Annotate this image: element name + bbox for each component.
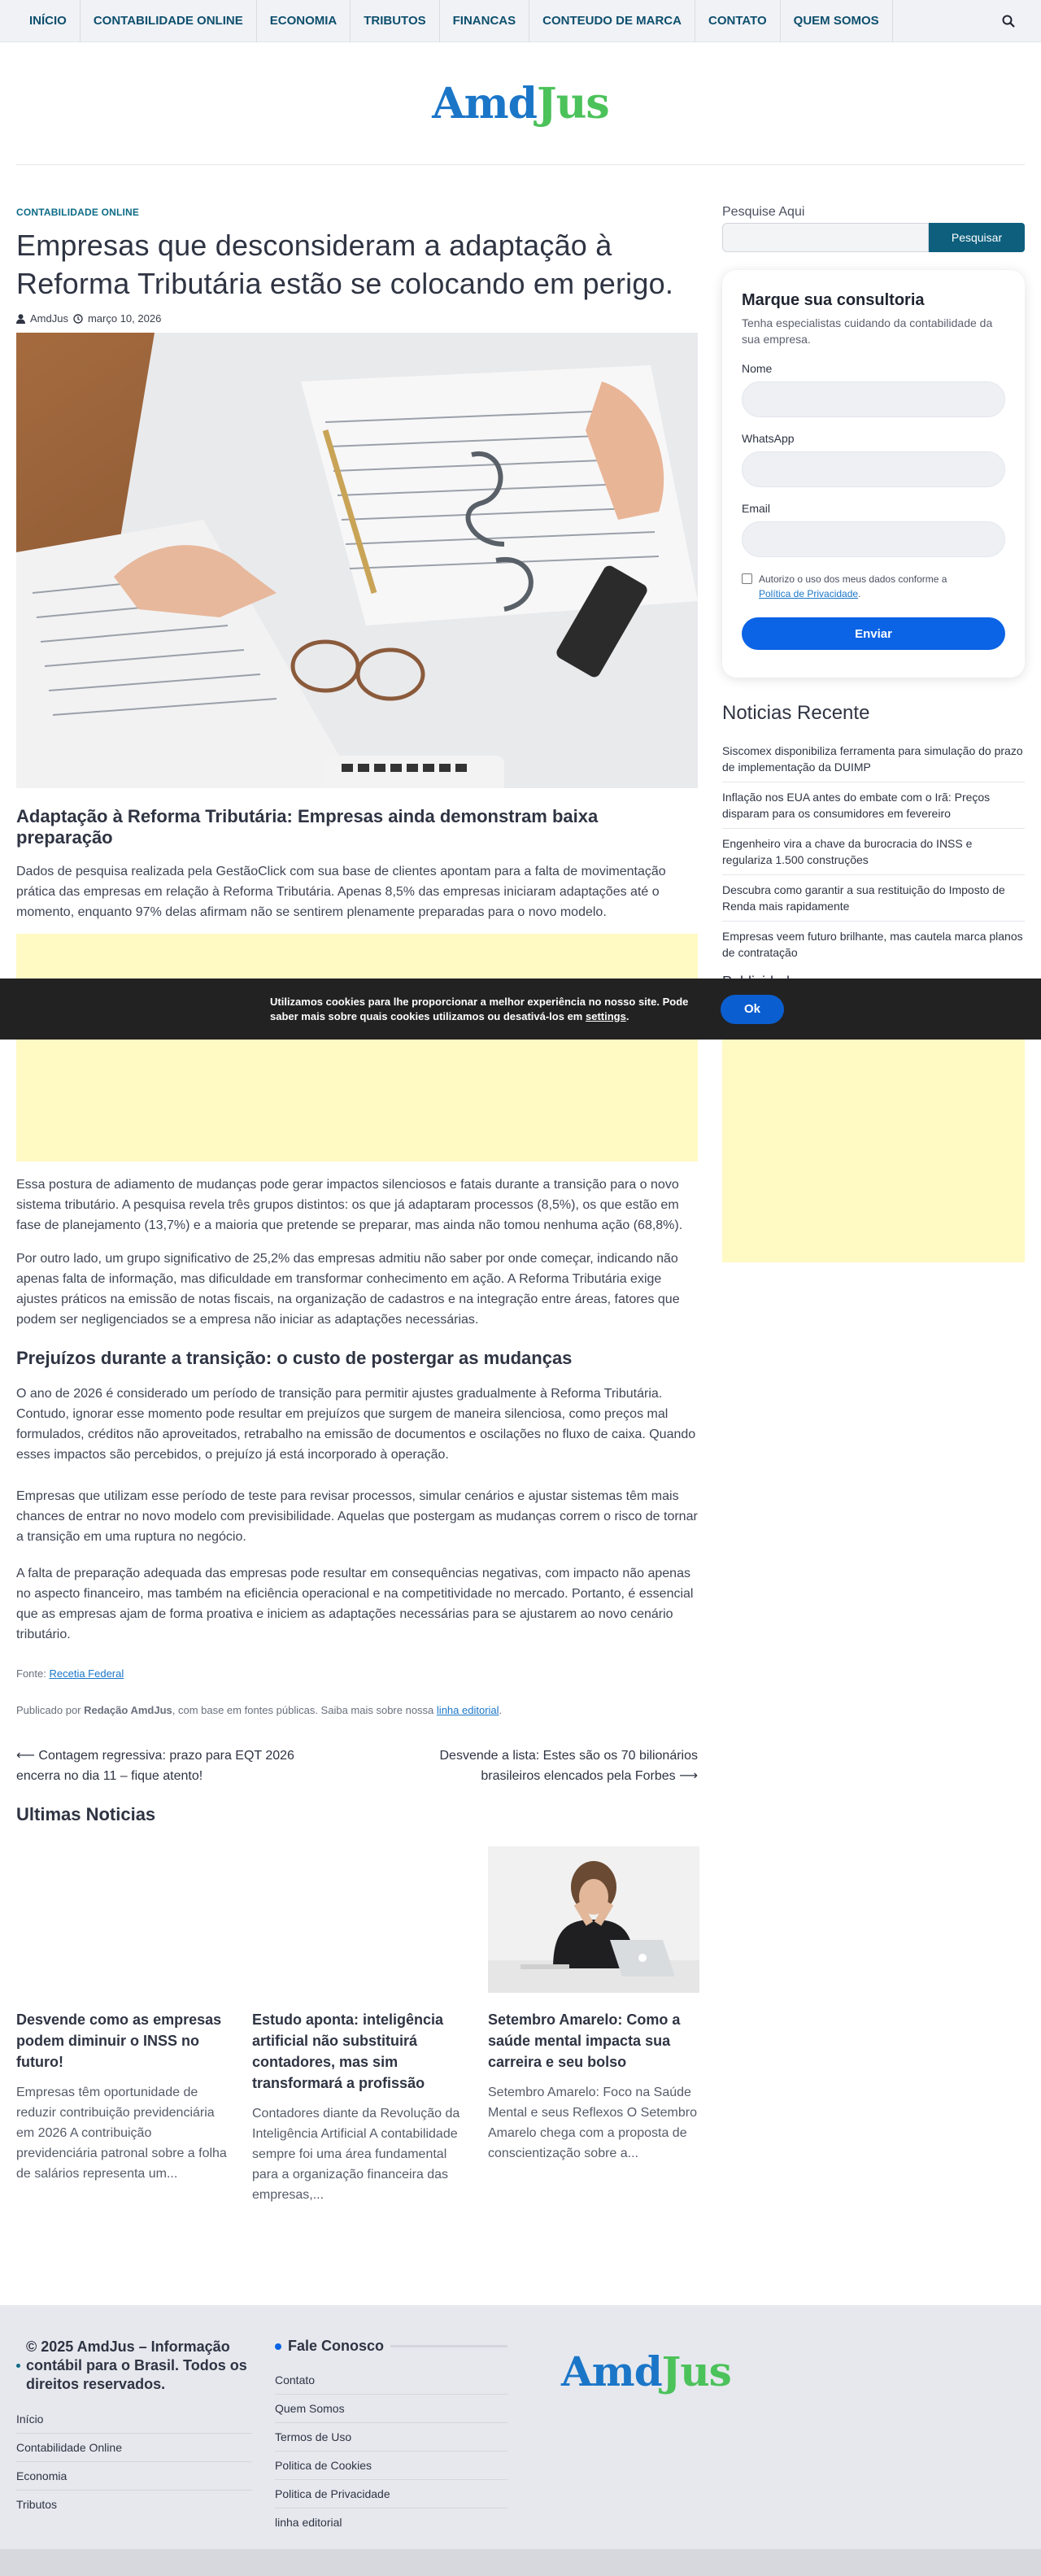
footer-link-contato[interactable]: Contato [275, 2366, 507, 2395]
footer-link-quem-somos[interactable]: Quem Somos [275, 2395, 507, 2423]
email-label: Email [742, 502, 771, 515]
ad-banner[interactable] [16, 934, 698, 1162]
site-footer [0, 2305, 1041, 2549]
article-category[interactable]: CONTABILIDADE ONLINE [16, 207, 140, 218]
consent-checkbox[interactable] [742, 573, 752, 584]
news-card-thumbnail[interactable] [488, 1846, 699, 1993]
footer-link-inicio[interactable]: Início [16, 2405, 252, 2434]
footer-link-contabilidade[interactable]: Contabilidade Online [16, 2434, 252, 2462]
whatsapp-label: WhatsApp [742, 432, 795, 445]
article-paragraph: O ano de 2026 é considerado um período de transição para permitir ajustes gradualmente à Reforma Tributária. Contudo, ignorar esse momento pode resultar em prejuízos que surgem de maneira silenciosa, como preços mal formulados, créditos não aproveitados, retrabalho na emissão de documentos e oscilações no fluxo de caixa. Quando esses impactos são percebidos, o prejuízo já está incorporado à operação. [16, 1387, 696, 1462]
woman-laptop-photo [488, 1846, 699, 1993]
news-card-title[interactable]: Desvende como as empresas podem diminuir o INSS no futuro! [16, 2012, 222, 2070]
footer-column-contact [275, 2338, 507, 2536]
consultation-form [722, 270, 1025, 678]
nav-item-conteudo-de-marca[interactable]: CONTEUDO DE MARCA [529, 0, 695, 42]
article [16, 205, 698, 2205]
nav-item-contabilidade-online[interactable]: CONTABILIDADE ONLINE [81, 0, 257, 42]
news-card[interactable] [16, 1846, 228, 2205]
footer-column-about [16, 2338, 252, 2518]
editorial-line-link[interactable]: linha editorial [436, 1704, 499, 1716]
news-card[interactable] [488, 1846, 699, 2205]
consent-row: Autorizo o uso dos meus dados conforme a Política de Privacidade. [742, 572, 1005, 601]
news-card-excerpt: Empresas têm oportunidade de reduzir contribuição previdenciária em 2026 A contribuição previdenciária patronal sobre a folha de salários representa um... [16, 2086, 227, 2181]
publication-note: Publicado por Redação AmdJus, com base em fontes públicas. Saiba mais sobre nossa linha editorial. [16, 1704, 503, 1716]
nav-item-economia[interactable]: ECONOMIA [257, 0, 351, 42]
cookie-ok-button[interactable]: Ok [721, 995, 784, 1024]
article-author[interactable]: AmdJus [30, 312, 68, 325]
cookie-banner [0, 979, 1041, 1040]
nav-item-inicio[interactable]: INÍCIO [16, 0, 81, 42]
publisher-name: Redação AmdJus [84, 1704, 172, 1716]
article-title: Empresas que desconsideram a adaptação à Reforma Tributária estão se colocando em perigo. [16, 229, 674, 300]
recent-news-item[interactable]: Inflação nos EUA antes do embate com o Irã: Preços disparam para os consumidores em fevereiro [722, 782, 1025, 829]
news-card-thumbnail[interactable] [252, 1846, 464, 1993]
nav-item-tributos[interactable]: TRIBUTOS [351, 0, 439, 42]
footer-contact-links [275, 2366, 507, 2536]
footer-bottom-bar [0, 2549, 1041, 2576]
sidebar [722, 205, 1025, 967]
footer-link-cookies[interactable]: Politica de Cookies [275, 2452, 507, 2480]
recent-news-item[interactable]: Siscomex disponibiliza ferramenta para simulação do prazo de implementação da DUIMP [722, 736, 1025, 782]
header-divider [16, 164, 1025, 165]
whatsapp-field[interactable] [742, 451, 1005, 487]
footer-contact-heading: Fale Conosco [275, 2338, 507, 2355]
footer-link-economia[interactable]: Economia [16, 2462, 252, 2491]
search-icon [1002, 15, 1015, 28]
form-subtitle: Tenha especialistas cuidando da contabilidade da sua empresa. [742, 316, 993, 346]
top-navigation [0, 0, 1041, 42]
news-card-thumbnail[interactable] [16, 1846, 228, 1993]
previous-post-link[interactable]: ⟵ Contagem regressiva: prazo para EQT 2026 encerra no dia 11 – fique atento! [16, 1749, 294, 1783]
latest-news-title: Ultimas Noticias [16, 1804, 156, 1824]
nav-item-quem-somos[interactable]: QUEM SOMOS [781, 0, 893, 42]
article-source: Fonte: Recetia Federal [16, 1667, 124, 1680]
news-card-title[interactable]: Setembro Amarelo: Como a saúde mental impacta sua carreira e seu bolso [488, 2012, 681, 2070]
site-header [0, 42, 1041, 164]
latest-news-grid [16, 1846, 698, 2205]
site-logo[interactable]: AmdJus [432, 78, 609, 129]
nav-item-contato[interactable]: CONTATO [695, 0, 781, 42]
search-label: Pesquise Aqui [722, 205, 805, 219]
article-paragraph: Por outro lado, um grupo significativo de 25,2% das empresas admitiu não saber por onde começar, indicando não apenas falta de informação, mas dificuldade em transformar conhecimento em ação. A Reforma Tributária exige ajustes práticos na emissão de notas fiscais, na organização de cadastros e na integração entre áreas, fatores que podem ser negligenciados se a empresa não iniciar as adaptações necessárias. [16, 1252, 680, 1327]
hero-illustration [16, 333, 698, 788]
cookie-text: Utilizamos cookies para lhe proporcionar a melhor experiência no nosso site. Pode saber mais sobre quais cookies utilizamos ou desativá-los em settings. [270, 995, 689, 1022]
name-field[interactable] [742, 381, 1005, 417]
footer-link-privacidade[interactable]: Politica de Privacidade [275, 2480, 507, 2508]
recent-news-list [722, 736, 1025, 967]
next-post-link[interactable]: Desvende a lista: Estes são os 70 bilionários brasileiros elencados pela Forbes ⟶ [439, 1749, 698, 1783]
section-heading-adaptacao: Adaptação à Reforma Tributária: Empresas ainda demonstram baixa preparação [16, 806, 599, 848]
article-paragraph: A falta de preparação adequada das empresas pode resultar em consequências negativas, com impacto não apenas no aspecto financeiro, mas também na eficiência operacional e na competitividade no mercado. Portanto, é essencial que as empresas ajam de forma proativa e iniciem as adaptações necessárias para se ajustarem ao novo cenário tributário. [16, 1567, 694, 1641]
privacy-policy-link[interactable]: Política de Privacidade [759, 588, 859, 599]
article-date: março 10, 2026 [87, 312, 162, 325]
sidebar-search-input[interactable] [722, 223, 929, 252]
footer-link-termos[interactable]: Termos de Uso [275, 2423, 507, 2452]
cookie-settings-link[interactable]: settings [586, 1009, 626, 1022]
article-meta [16, 312, 698, 325]
section-heading-prejuizos: Prejuízos durante a transição: o custo de postergar as mudanças [16, 1348, 573, 1368]
recent-news-title: Noticias Recente [722, 702, 870, 724]
post-navigation [16, 1746, 698, 1786]
email-field[interactable] [742, 521, 1005, 557]
footer-link-tributos[interactable]: Tributos [16, 2498, 58, 2511]
recent-news-item[interactable]: Engenheiro vira a chave da burocracia do INSS e regulariza 1.500 construções [722, 829, 1025, 875]
news-card-excerpt: Setembro Amarelo: Foco na Saúde Mental e seus Reflexos O Setembro Amarelo chega com a proposta de conscientização sobre a... [488, 2086, 698, 2160]
article-paragraph: Essa postura de adiamento de mudanças pode gerar impactos silenciosos e fatais durante a transição para o novo sistema tributário. A pesquisa revela três grupos distintos: os que já adaptaram processos (8,5%), os que estão em fase de planejamento (13,7%) e a maioria que pretende se preparar, mas ainda não tomou nenhuma ação (68,8%). [16, 1178, 683, 1232]
name-label: Nome [742, 362, 773, 375]
footer-logo[interactable]: AmdJus [561, 2347, 731, 2395]
sidebar-ad-banner[interactable] [722, 1018, 1025, 1262]
footer-links [16, 2405, 252, 2518]
news-card-excerpt: Contadores diante da Revolução da Inteligência Artificial A contabilidade sempre foi uma área fundamental para a organização financeira das empresas,... [252, 2107, 460, 2202]
recent-news-item[interactable]: Descubra como garantir a sua restituição do Imposto de Renda mais rapidamente [722, 875, 1025, 922]
news-card[interactable] [252, 1846, 464, 2205]
submit-button[interactable]: Enviar [742, 617, 1005, 650]
user-icon [16, 314, 25, 324]
news-card-title[interactable]: Estudo aponta: inteligência artificial não substituirá contadores, mas sim transformará a profissão [252, 2012, 444, 2091]
article-hero-image [16, 333, 698, 788]
source-link[interactable]: Recetia Federal [49, 1667, 124, 1680]
sidebar-search-button[interactable]: Pesquisar [929, 223, 1025, 252]
footer-link-linha-editorial[interactable]: linha editorial [275, 2516, 342, 2529]
sidebar-search [722, 223, 1025, 252]
clock-icon [73, 314, 83, 324]
search-button[interactable] [992, 5, 1025, 37]
nav-item-financas[interactable]: FINANCAS [440, 0, 530, 42]
recent-news-item[interactable]: Empresas veem futuro brilhante, mas cautela marca planos de contratação [722, 930, 1023, 959]
article-paragraph: Empresas que utilizam esse período de teste para revisar processos, simular cenários e ajustar sistemas têm mais chances de entrar no novo modelo com previsibilidade. Aquelas que postergam as mudanças correm o risco de tornar a transição em uma ruptura no negócio. [16, 1489, 698, 1544]
footer-copyright: © 2025 AmdJus – Informação contábil para o Brasil. Todos os direitos reservados. [16, 2338, 252, 2394]
form-title: Marque sua consultoria [742, 291, 925, 309]
article-paragraph: Dados de pesquisa realizada pela GestãoClick com sua base de clientes apontam para a falta de movimentação prática das empresas em relação à Reforma Tributária. Apenas 8,5% das empresas iniciaram adaptações até o momento, enquanto 97% delas afirmam não se sentirem plenamente preparadas para o novo modelo. [16, 865, 666, 919]
